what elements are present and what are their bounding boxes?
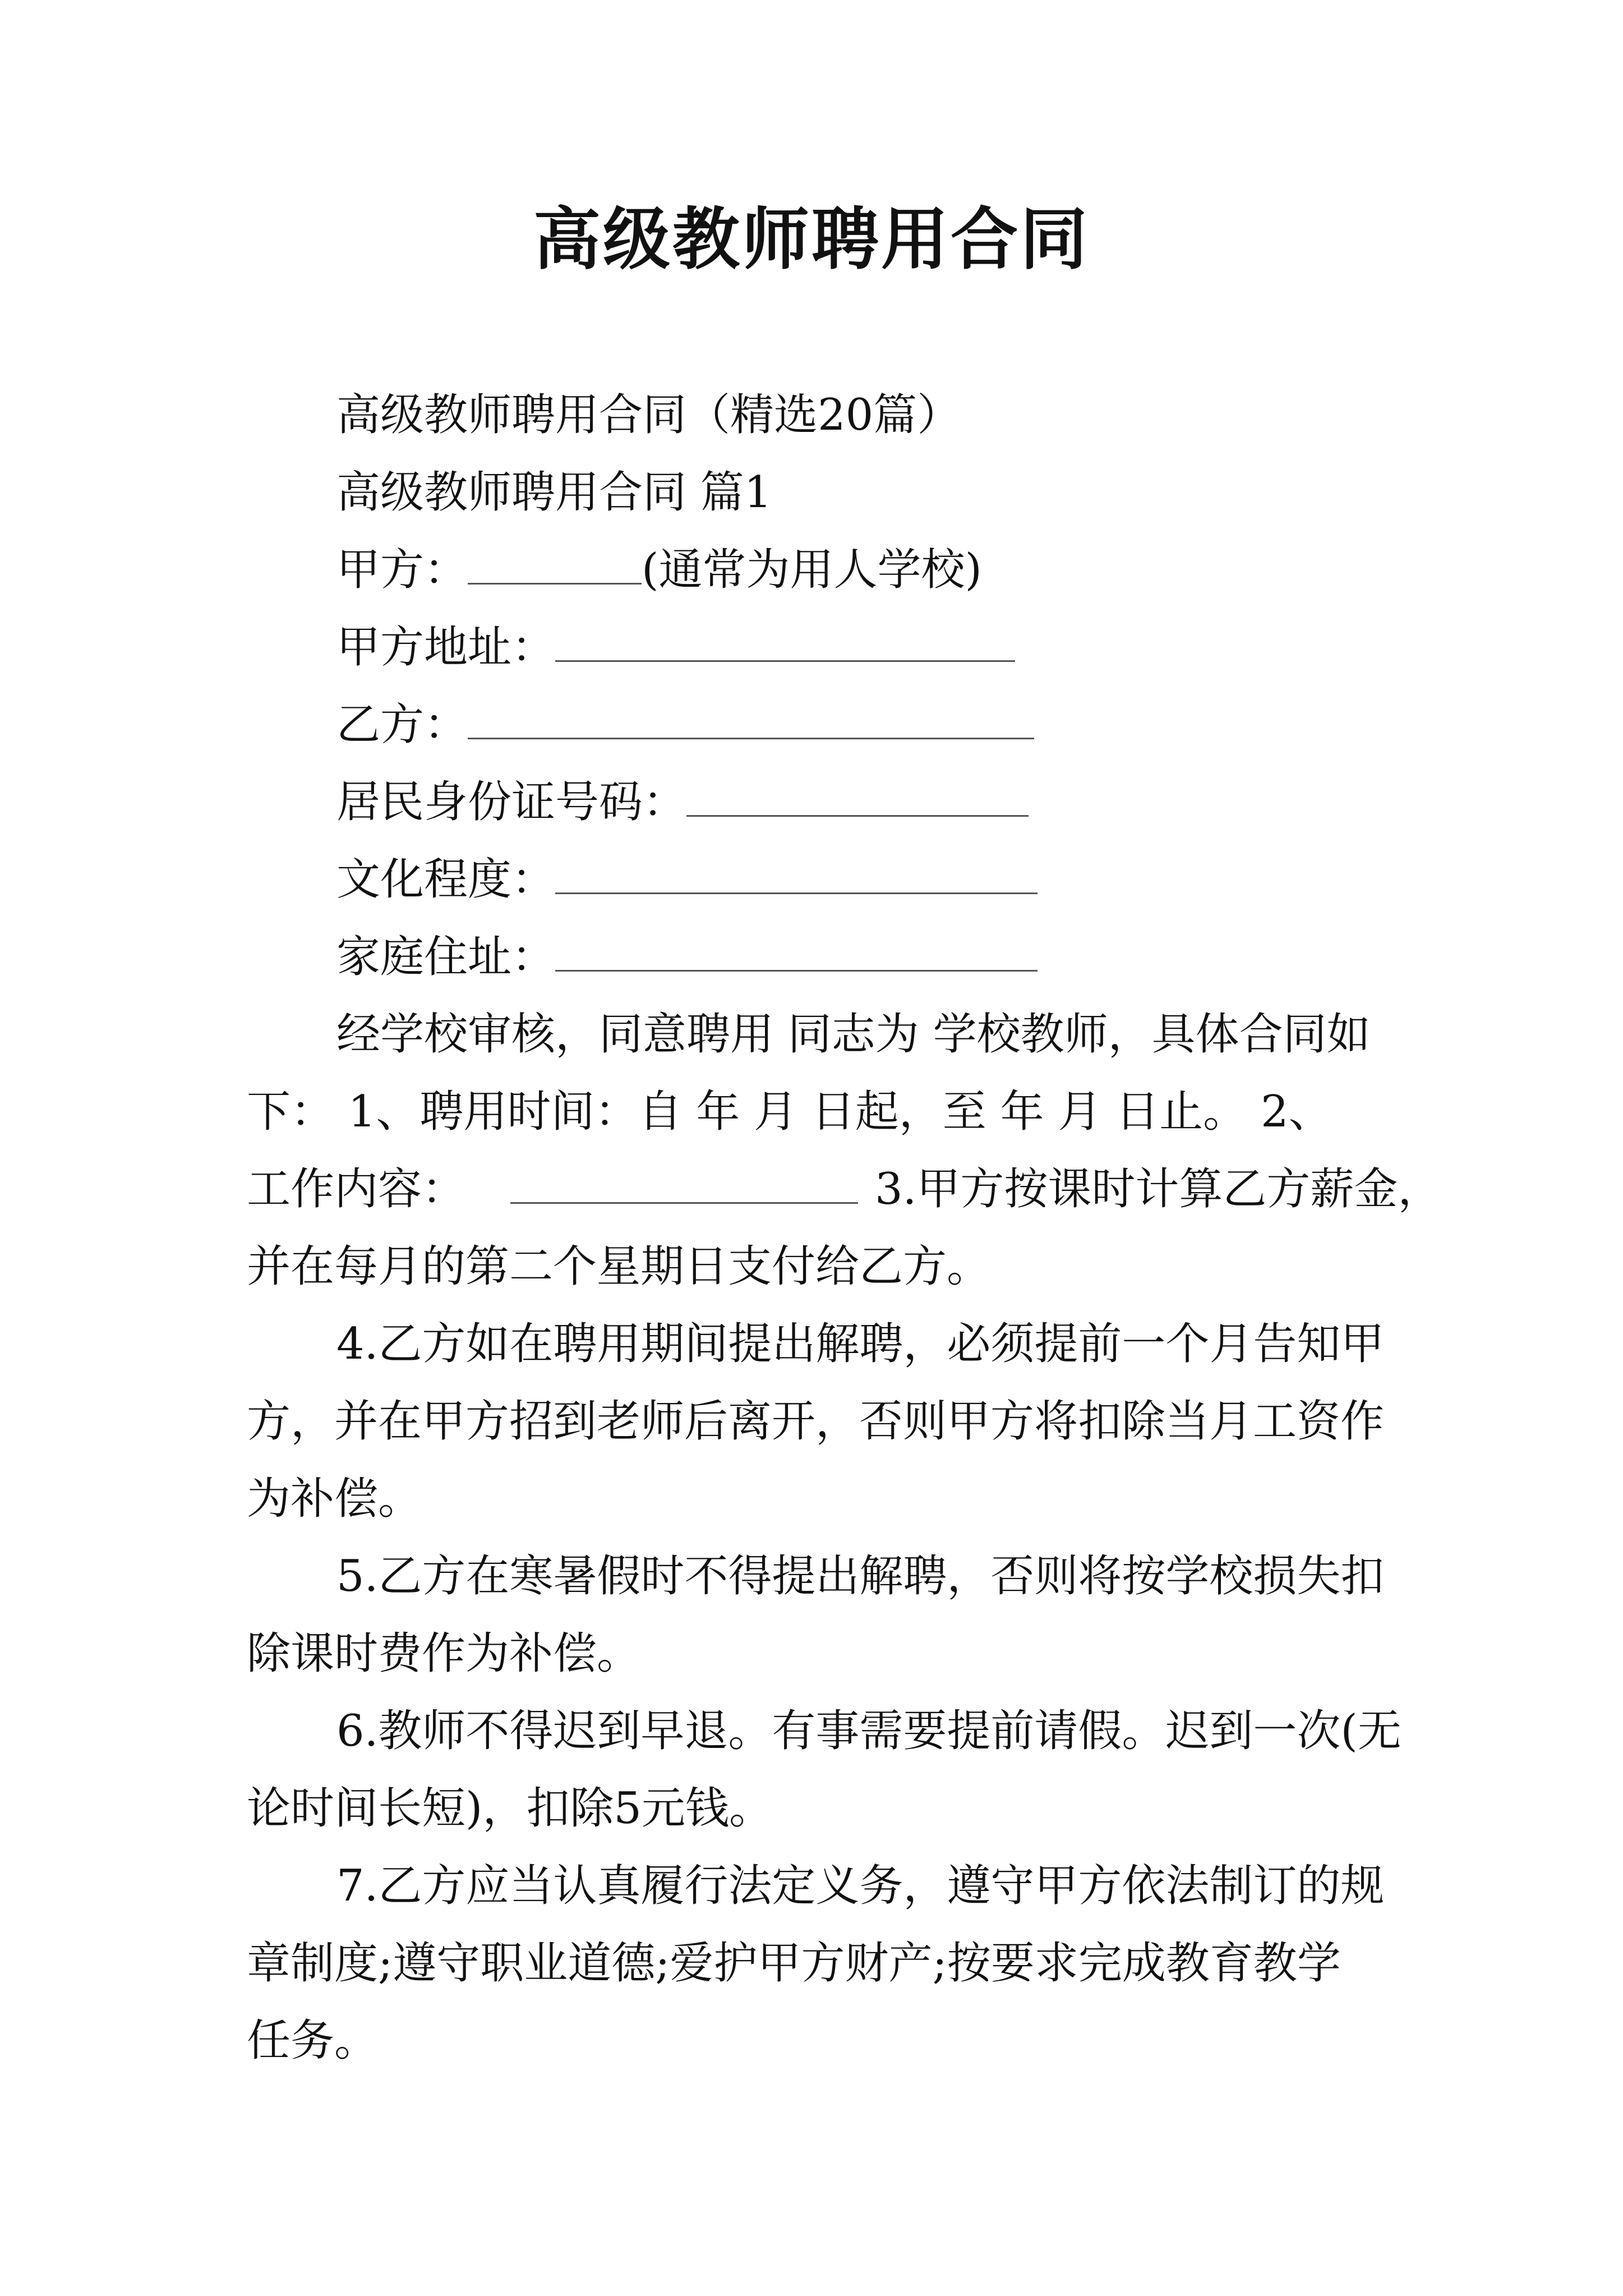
party-a-address-blank — [555, 621, 1015, 662]
party-a-address-row — [336, 619, 1015, 675]
paragraph-line: 章制度;遵守职业道德;爱护甲方财产;按要求完成教育教学 — [247, 1938, 1341, 1989]
paragraph-line: 论时间长短)，扣除5元钱。 — [247, 1783, 773, 1834]
party-b-blank — [468, 698, 1034, 739]
paragraph-line: 7.乙方应当认真履行法定义务，遵守甲方依法制订的规 — [336, 1861, 1385, 1911]
education-row — [336, 852, 1038, 908]
party-a-label: 甲方： — [336, 545, 468, 595]
paragraph-line — [247, 1084, 1534, 1140]
party-a-note: (通常为用人学校) — [642, 545, 982, 595]
home-address-row — [336, 929, 1038, 985]
work-content-row — [247, 1161, 1441, 1217]
party-a-row — [336, 542, 982, 598]
paragraph-line: 5.乙方在寒暑假时不得提出解聘，否则将按学校损失扣 — [336, 1551, 1385, 1602]
education-label: 文化程度： — [336, 854, 556, 905]
id-number-row — [336, 774, 1029, 830]
document-subtitle: 高级教师聘用合同（精选20篇） — [336, 390, 961, 440]
party-a-address-label: 甲方地址： — [336, 622, 556, 673]
paragraph-line: 任务。 — [247, 2016, 379, 2066]
paragraph-line: 为补偿。 — [247, 1474, 422, 1524]
education-blank — [555, 853, 1038, 894]
party-b-label: 乙方： — [336, 700, 468, 750]
home-address-blank — [555, 931, 1038, 972]
paragraph-line: 并在每月的第二个星期日支付给乙方。 — [247, 1241, 991, 1292]
paragraph-text: 3.甲方按课时计算乙方薪金， — [875, 1164, 1442, 1214]
paragraph-line: 经学校审核，同意聘用 同志为 学校教师，具体合同如 — [336, 1009, 1371, 1060]
home-address-label: 家庭住址： — [336, 932, 556, 982]
id-number-label: 居民身份证号码： — [336, 777, 687, 827]
paragraph-line: 方，并在甲方招到老师后离开，否则甲方将扣除当月工资作 — [247, 1396, 1385, 1447]
paragraph-line: 除课时费作为补偿。 — [247, 1628, 641, 1679]
work-content-label: 工作内容： — [247, 1164, 466, 1214]
section-heading: 高级教师聘用合同 篇1 — [336, 467, 772, 518]
work-content-blank — [510, 1163, 858, 1204]
paragraph-text: 下： 1、聘用时间：自 年 月 日起，至 年 月 日止。 2、 — [247, 1087, 1332, 1137]
paragraph-line: 4.乙方如在聘用期间提出解聘，必须提前一个月告知甲 — [336, 1319, 1385, 1369]
paragraph-line: 6.教师不得迟到早退。有事需要提前请假。迟到一次(无 — [336, 1706, 1401, 1756]
party-a-blank — [468, 544, 642, 585]
document-title: 高级教师聘用合同 — [533, 200, 1090, 279]
id-number-blank — [686, 776, 1029, 817]
party-b-row — [336, 697, 1034, 753]
